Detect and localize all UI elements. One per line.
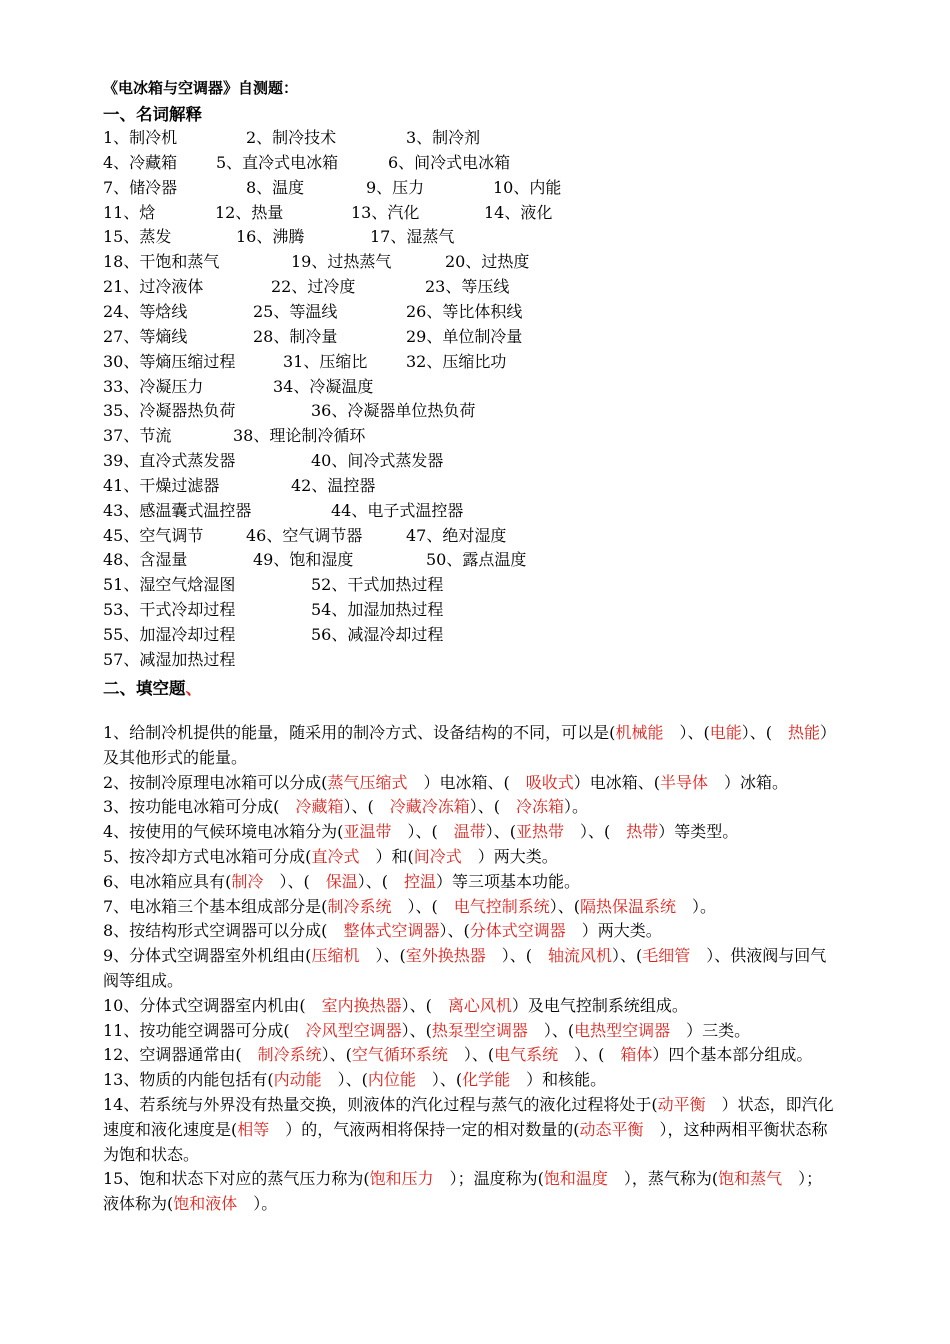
question-text: ）电冰箱、( [573, 772, 660, 792]
question-text: ）、供液阀与回气阀等组成。 [103, 946, 827, 990]
term-item: 4、冷藏箱 [103, 152, 178, 172]
term-row [103, 597, 863, 621]
question-text: ）、( [543, 1020, 575, 1040]
question-text: 1、给制冷机提供的能量，随采用的制冷方式、设备结构的不同，可以是( [103, 723, 616, 742]
term-row [103, 150, 863, 174]
question-text: ）、( [741, 723, 788, 742]
section-heading-terms: 一、名词解释 [103, 105, 202, 124]
question-text: ）状态，即汽化速度和液化速度是( [103, 1094, 834, 1139]
question-text: ）、( [337, 1070, 368, 1090]
answer-text: 室内换热器 [321, 995, 402, 1015]
answer-text: 电气控制系统 [453, 896, 550, 916]
term-item: 42、温控器 [291, 475, 376, 495]
term-row [103, 125, 863, 149]
term-item: 47、绝对湿度 [406, 525, 507, 545]
term-item: 31、压缩比 [283, 351, 368, 371]
term-item: 5、直冷式电冰箱 [216, 152, 339, 172]
question-text: ）。 [253, 1194, 278, 1214]
answer-text: 饱和蒸气 [718, 1169, 799, 1189]
answer-text: 吸收式 [525, 772, 574, 792]
question-item [103, 721, 838, 771]
answer-text: 饱和压力 [369, 1169, 450, 1189]
question-text: ）、( [407, 896, 454, 916]
answer-text: 化学能 [462, 1070, 527, 1090]
answer-text: 隔热保温系统 [579, 896, 692, 916]
term-row [103, 622, 863, 646]
question-text: ）、( [679, 723, 710, 742]
question-item [103, 870, 838, 895]
question-text: 15、饱和状态下对应的蒸气压力称为( [103, 1169, 370, 1189]
question-text: ）和核能。 [526, 1070, 607, 1090]
question-item [103, 1043, 838, 1068]
term-row [103, 175, 863, 199]
answer-text: 离心风机 [447, 995, 512, 1015]
question-item [103, 944, 838, 994]
section-heading-mark: 、 [185, 679, 202, 698]
question-text: ）、( [357, 871, 404, 891]
term-row [103, 374, 863, 398]
term-item: 49、饱和湿度 [253, 550, 354, 570]
term-item: 36、冷凝器单位热负荷 [311, 401, 476, 421]
answer-text: 保温 [325, 871, 358, 891]
term-item: 48、含湿量 [103, 550, 188, 570]
term-item: 7、储冷器 [103, 177, 178, 197]
term-item: 33、冷凝压力 [103, 376, 204, 396]
answer-text: 毛细管 [642, 946, 707, 966]
term-item: 41、干燥过滤器 [103, 475, 220, 495]
answer-text: 冷冻箱 [515, 797, 564, 817]
question-text: ）和( [375, 846, 414, 866]
question-item [103, 994, 838, 1019]
question-text: 13、物质的内能包括有( [103, 1070, 274, 1090]
question-text: ）。 [691, 896, 716, 916]
question-text: ）；温度称为( [449, 1169, 544, 1189]
question-item [103, 1093, 838, 1167]
term-item: 17、湿蒸气 [370, 227, 455, 247]
question-text: ）等三项基本功能。 [435, 871, 580, 891]
question-text: 6、电冰箱应具有( [103, 871, 232, 891]
answer-text: 制冷系统 [257, 1045, 322, 1065]
term-item: 20、过热度 [445, 252, 530, 272]
term-item: 53、干式冷却过程 [103, 600, 236, 620]
question-text: ）、( [439, 921, 470, 941]
question-text: ）、( [321, 1045, 352, 1065]
answer-text: 整体式空调器 [343, 921, 440, 941]
answer-text: 间冷式 [413, 846, 478, 866]
term-row [103, 398, 863, 422]
question-item [103, 845, 838, 870]
question-text: ）三类。 [686, 1020, 751, 1040]
answer-text: 蒸气压缩式 [327, 772, 424, 792]
term-item: 6、间冷式电冰箱 [388, 152, 511, 172]
term-item: 2、制冷技术 [246, 128, 337, 147]
question-text: 11、按功能空调器可分成( [103, 1020, 306, 1040]
answer-text: 内动能 [273, 1070, 338, 1090]
term-item: 50、露点温度 [426, 550, 527, 570]
term-item: 27、等熵线 [103, 326, 188, 346]
term-item: 22、过冷度 [271, 277, 356, 297]
term-item: 12、热量 [215, 202, 284, 222]
question-text: ）等类型。 [658, 822, 739, 842]
question-text: ）、( [401, 995, 448, 1015]
term-item: 16、沸腾 [236, 227, 305, 247]
answer-text: 温带 [453, 822, 486, 842]
question-text: ）、( [579, 822, 627, 842]
term-item: 24、等焓线 [103, 301, 188, 321]
term-row [103, 572, 863, 596]
question-text: 7、电冰箱三个基本组成部分是( [103, 896, 328, 916]
answer-text: 动态平衡 [579, 1119, 660, 1139]
term-item: 1、制冷机 [103, 128, 178, 147]
question-text: ）及电气控制系统组成。 [511, 995, 688, 1015]
answer-text: 电能 [709, 723, 742, 742]
question-item [103, 1167, 838, 1217]
question-text: 9、分体式空调器室外机组由( [103, 946, 312, 966]
question-text: 14、若系统与外界没有热量交换，则液体的汽化过程与蒸气的液化过程将处于( [103, 1094, 658, 1114]
term-item: 3、制冷剂 [406, 128, 481, 147]
answer-text: 室外换热器 [405, 946, 502, 966]
question-item [103, 795, 838, 820]
term-row [103, 274, 863, 298]
answer-text: 饱和液体 [173, 1194, 254, 1214]
question-text: ）、( [485, 822, 516, 842]
question-item [103, 1068, 838, 1093]
question-item [103, 820, 838, 845]
answer-text: 轴流风机 [547, 946, 612, 966]
term-item: 9、压力 [366, 177, 425, 197]
question-text: 4、按使用的气候环境电冰箱分为( [103, 822, 344, 842]
question-item [103, 1019, 838, 1044]
term-item: 19、过热蒸气 [291, 252, 392, 272]
question-text: ）电冰箱、( [423, 772, 526, 792]
question-text: ）四个基本部分组成。 [652, 1045, 813, 1065]
term-row [103, 423, 863, 447]
term-item: 34、冷凝温度 [273, 376, 374, 396]
term-item: 23、等压线 [425, 277, 510, 297]
term-item: 56、减湿冷却过程 [311, 625, 444, 644]
term-item: 26、等比体积线 [406, 301, 523, 321]
question-text: 2、按制冷原理电冰箱可以分成( [103, 772, 328, 792]
question-item [103, 895, 838, 920]
term-row [103, 547, 863, 571]
question-text: 10、分体式空调器室内机由( [103, 995, 322, 1015]
question-text: 8、按结构形式空调器可以分成( [103, 921, 344, 941]
term-row [103, 200, 863, 224]
question-text: ）、( [431, 1070, 463, 1090]
term-item: 25、等温线 [253, 301, 338, 321]
term-item: 14、液化 [484, 202, 553, 222]
term-row [103, 249, 863, 273]
term-item: 8、温度 [246, 177, 305, 197]
answer-text: 制冷系统 [327, 896, 408, 916]
term-item: 44、电子式温控器 [331, 500, 464, 520]
term-item: 37、节流 [103, 426, 172, 446]
document-title: 《电冰箱与空调器》自测题： [103, 79, 299, 97]
term-item: 38、理论制冷循环 [233, 426, 366, 446]
answer-text: 箱体 [620, 1045, 653, 1065]
term-item: 51、湿空气焓湿图 [103, 575, 236, 595]
answer-text: 热能 [787, 723, 820, 742]
answer-text: 动平衡 [657, 1094, 722, 1114]
term-item: 18、干饱和蒸气 [103, 252, 220, 272]
term-item: 15、蒸发 [103, 227, 172, 247]
term-row [103, 647, 863, 671]
question-text: ）、( [463, 1045, 495, 1065]
answer-text: 冷风型空调器 [305, 1020, 402, 1040]
term-item: 30、等熵压缩过程 [103, 351, 236, 371]
term-item: 55、加湿冷却过程 [103, 625, 236, 644]
question-text: ）、( [401, 1020, 432, 1040]
term-row [103, 299, 863, 323]
question-text: 3、按功能电冰箱可分成( [103, 797, 296, 817]
question-text: ）、( [407, 822, 454, 842]
question-item [103, 919, 838, 944]
answer-text: 电热型空调器 [574, 1020, 687, 1040]
answer-text: 制冷 [231, 871, 280, 891]
answer-text: 内位能 [367, 1070, 432, 1090]
term-row [103, 473, 863, 497]
term-item: 28、制冷量 [253, 326, 338, 346]
term-item: 10、内能 [493, 177, 562, 197]
term-item: 21、过冷液体 [103, 277, 204, 297]
term-row [103, 349, 863, 373]
question-text: ）及其他形式的能量。 [103, 723, 836, 767]
answer-text: 亚热带 [515, 822, 580, 842]
section-heading-text: 二、填空题 [103, 679, 186, 698]
question-text: ）；液体称为( [103, 1169, 823, 1214]
question-text: ），这种两相平衡状态称为饱和状态。 [103, 1119, 828, 1164]
question-text: ）、( [501, 946, 548, 966]
term-item: 54、加湿加热过程 [311, 600, 444, 620]
fill-in-questions [103, 721, 838, 1217]
term-item: 29、单位制冷量 [406, 326, 523, 346]
answer-text: 压缩机 [311, 946, 376, 966]
section-heading-fill [103, 675, 202, 699]
answer-text: 热带 [626, 822, 659, 842]
term-item: 40、间冷式蒸发器 [311, 451, 444, 471]
answer-text: 控温 [403, 871, 436, 891]
answer-text: 分体式空调器 [469, 921, 582, 941]
answer-text: 冷藏冷冻箱 [389, 797, 470, 817]
answer-text: 直冷式 [311, 846, 376, 866]
term-item: 13、汽化 [351, 202, 420, 222]
question-text: ）的，气液两相将保持一定的相对数量的( [285, 1119, 580, 1139]
question-text: ），蒸气称为( [623, 1169, 719, 1189]
term-item: 52、干式加热过程 [311, 575, 444, 595]
question-text: ）、( [574, 1045, 621, 1065]
question-text: 5、按冷却方式电冰箱可分成( [103, 846, 312, 866]
answer-text: 冷藏箱 [295, 797, 344, 817]
term-row [103, 498, 863, 522]
term-row [103, 224, 863, 248]
question-text: ）、( [343, 797, 390, 817]
term-row [103, 448, 863, 472]
question-text: ）。 [563, 797, 588, 817]
answer-text: 半导体 [659, 772, 724, 792]
term-item: 11、焓 [103, 202, 156, 222]
term-row [103, 523, 863, 547]
answer-text: 空气循环系统 [351, 1045, 464, 1065]
answer-text: 亚温带 [343, 822, 408, 842]
question-text: ）、( [611, 946, 643, 966]
answer-text: 饱和温度 [543, 1169, 624, 1189]
question-text: 12、空调器通常由( [103, 1045, 258, 1065]
question-item [103, 771, 838, 796]
answer-text: 机械能 [615, 723, 680, 742]
term-row [103, 324, 863, 348]
answer-text: 相等 [237, 1119, 286, 1139]
term-item: 43、感温囊式温控器 [103, 500, 252, 520]
answer-text: 热泵型空调器 [431, 1020, 544, 1040]
question-text: ）两大类。 [477, 846, 558, 866]
answer-text: 电气系统 [494, 1045, 575, 1065]
term-item: 39、直冷式蒸发器 [103, 451, 236, 471]
term-item: 45、空气调节 [103, 525, 204, 545]
question-text: ）、( [279, 871, 326, 891]
question-text: ）、( [469, 797, 516, 817]
question-text: ）、( [549, 896, 580, 916]
term-item: 57、减湿加热过程 [103, 649, 236, 669]
term-item: 46、空气调节器 [246, 525, 363, 545]
question-text: ）冰箱。 [723, 772, 788, 792]
term-item: 35、冷凝器热负荷 [103, 401, 236, 421]
question-text: ）、( [375, 946, 406, 966]
question-text: ）两大类。 [581, 921, 662, 941]
term-item: 32、压缩比功 [406, 351, 507, 371]
